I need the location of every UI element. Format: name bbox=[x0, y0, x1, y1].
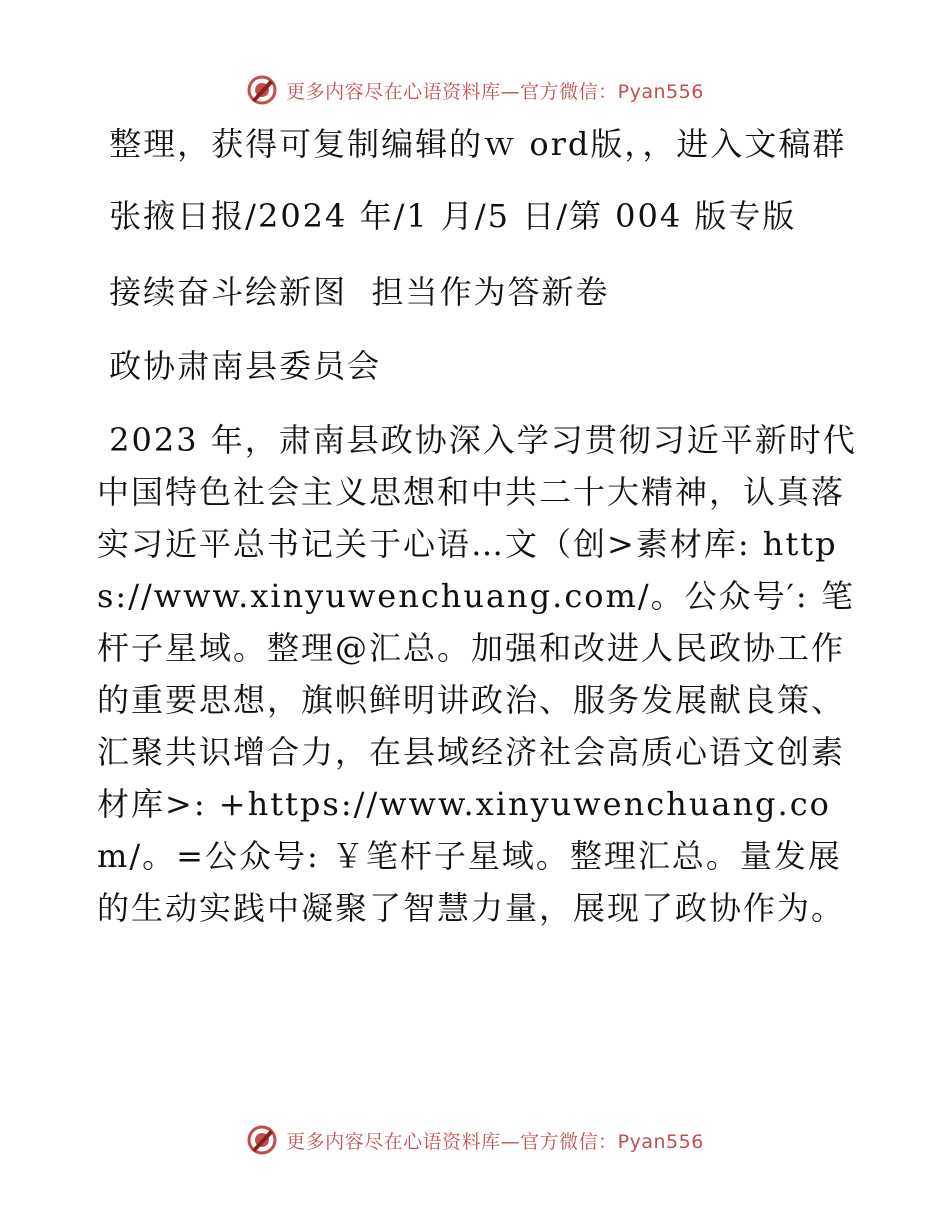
article-author: 政协肃南县委员会 bbox=[97, 347, 382, 385]
quill-logo-icon bbox=[246, 74, 278, 106]
header-watermark-banner bbox=[0, 70, 950, 110]
source-line: 张掖日报/2024 年/1 月/5 日/第 004 版专版 bbox=[97, 197, 797, 235]
article-body: 2023 年，肃南县政协深入学习贯彻习近平新时代中国特色社会主义思想和中共二十大精神，认真落实习近平总书记关于心语…文（创>素材库: https://www.xinyuwenchuang.com/。公众号′: 笔杆子星域。整理@汇总。加强和改进人民政协工作的重要思想，旗帜鲜明讲政治、服务发展献良策、汇聚共识增合力，在县域经济社会高质心语文创素材库>: +https://www.xinyuwenchuang.com/。=公众号: ￥笔杆子星域。整理汇总。量发展的生动实践中凝聚了智慧力量，展现了政协作为。 bbox=[97, 421, 857, 927]
footer-banner-text: 更多内容尽在心语资料库—官方微信：Pyan556 bbox=[286, 1130, 704, 1153]
intro-paragraph: 整理，获得可复制编辑的ｗ ord版，，进入文稿群 bbox=[97, 125, 847, 163]
footer-watermark-banner bbox=[0, 1120, 950, 1160]
quill-logo-icon bbox=[246, 1124, 278, 1156]
article-headline: 接续奋斗绘新图 担当作为答新卷 bbox=[97, 273, 610, 311]
header-banner-text: 更多内容尽在心语资料库—官方微信：Pyan556 bbox=[286, 80, 704, 103]
document-content bbox=[97, 118, 857, 934]
